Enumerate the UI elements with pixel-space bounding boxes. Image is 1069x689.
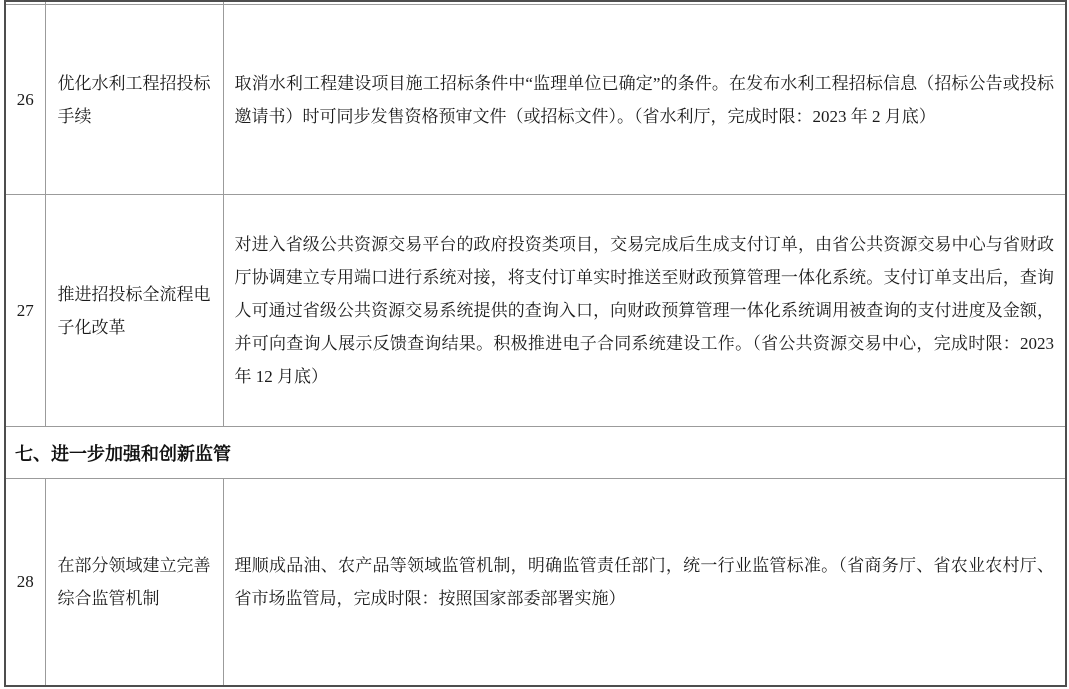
- task-title: 推进招投标全流程电子化改革: [45, 195, 223, 427]
- task-title: 优化水利工程招投标手续: [45, 5, 223, 195]
- row-number: 27: [5, 195, 45, 427]
- table-row-26: [5, 5, 1066, 195]
- task-content: 理顺成品油、农产品等领域监管机制，明确监管责任部门，统一行业监管标准。（省商务厅、省农业农村厅、省市场监管局，完成时限：按照国家部委部署实施）: [223, 479, 1066, 687]
- section-header-row: [5, 427, 1066, 479]
- task-content: 对进入省级公共资源交易平台的政府投资类项目，交易完成后生成支付订单，由省公共资源交易中心与省财政厅协调建立专用端口进行系统对接，将支付订单实时推送至财政预算管理一体化系统。支付订单支出后，查询人可通过省级公共资源交易系统提供的查询入口，向财政预算管理一体化系统调用被查询的支付进度及金额，并可向查询人展示反馈查询结果。积极推进电子合同系统建设工作。（省公共资源交易中心，完成时限：2023 年 12 月底）: [223, 195, 1066, 427]
- row-number: 28: [5, 479, 45, 687]
- table-row-27: [5, 195, 1066, 427]
- task-content: 取消水利工程建设项目施工招标条件中“监理单位已确定”的条件。在发布水利工程招标信息（招标公告或投标邀请书）时可同步发售资格预审文件（或招标文件）。（省水利厅，完成时限：2023 年 2 月底）: [223, 5, 1066, 195]
- task-title: 在部分领域建立完善综合监管机制: [45, 479, 223, 687]
- section-header-label: 七、进一步加强和创新监管: [5, 427, 1066, 479]
- table-row-28: [5, 479, 1066, 687]
- measures-table: [4, 0, 1067, 687]
- row-number: 26: [5, 5, 45, 195]
